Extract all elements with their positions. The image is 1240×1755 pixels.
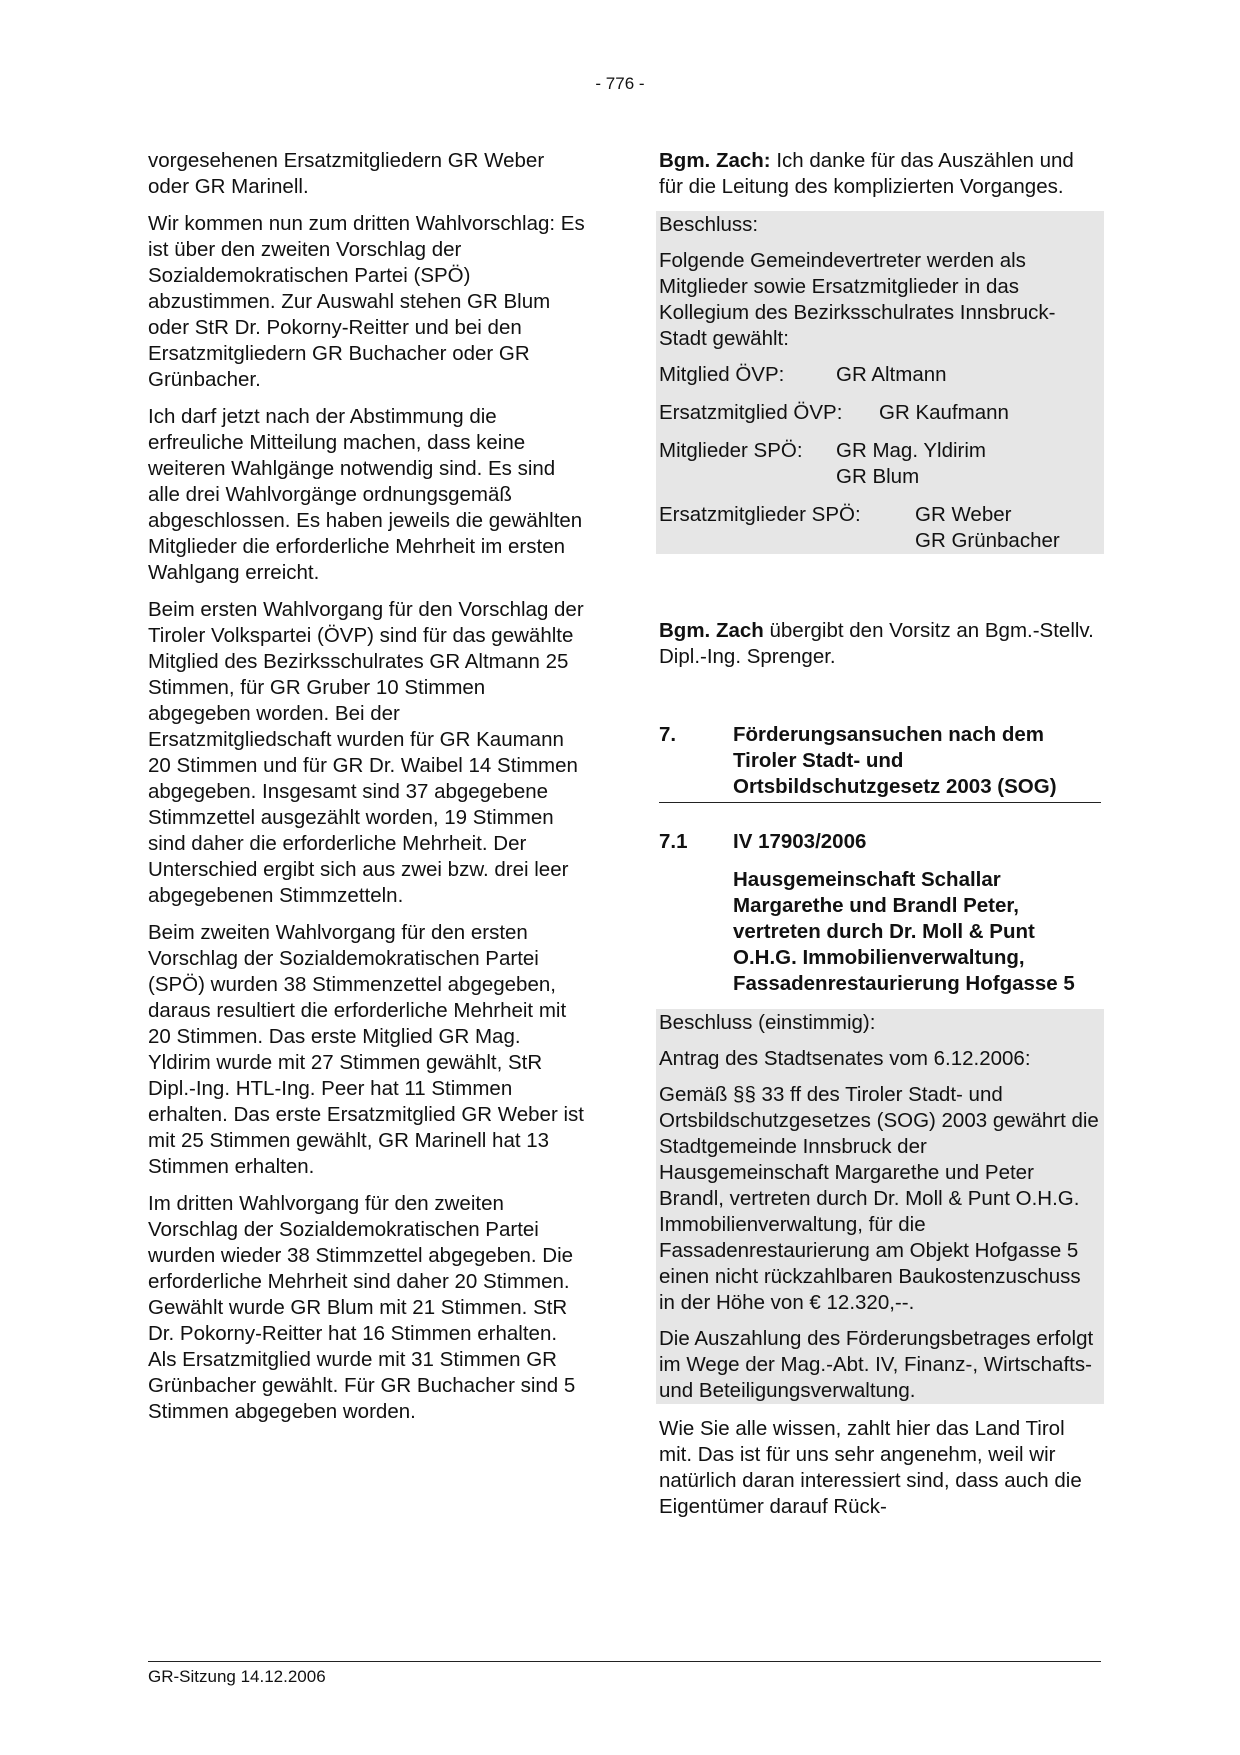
section-title: Förderungsansuchen nach dem Tiroler Stadt- und Ortsbildschutzgesetz 2003 (SOG) — [733, 723, 1057, 798]
footer-text: GR-Sitzung 14.12.2006 — [148, 1667, 326, 1686]
resolution-box — [656, 211, 1104, 554]
member-row — [659, 502, 1101, 554]
resolution-text: Die Auszahlung des Förderungsbetrages erfolgt im Wege der Mag.-Abt. IV, Finanz-, Wirtschafts- und Beteiligungsverwaltung. — [659, 1327, 1094, 1402]
subsection-subtitle: Hausgemeinschaft Schallar Margarethe und Brandl Peter, vertreten durch Dr. Moll & Punt O.H.G. Immobilienverwaltung, Fassadenrestaurierung Hofgasse 5 — [733, 868, 1075, 995]
paragraph: Ich darf jetzt nach der Abstimmung die erfreuliche Mitteilung machen, dass keine weiteren Wahlgänge notwendig sind. Es sind alle drei Wahlvorgänge ordnungsgemäß abgeschlossen. Es haben jeweils die gewählten Mitglieder die erforderliche Mehrheit im ersten Wahlgang erreicht. — [148, 405, 583, 584]
page-number: - 776 - — [595, 74, 645, 93]
member-label: Mitglieder SPÖ: — [659, 439, 803, 462]
member-value: GR Kaufmann — [879, 401, 1009, 424]
member-value: GR Altmann — [836, 363, 947, 386]
paragraph: Beim zweiten Wahlvorgang für den ersten Vorschlag der Sozialdemokratischen Partei (SPÖ) wurden 38 Stimmenzettel abgegeben, daraus resultiert die erforderliche Mehrheit mit 20 Stimmen. Das erste Mitglied GR Mag. Yldirim wurde mit 27 Stimmen gewählt, StR Dipl.-Ing. HTL-Ing. Peer hat 11 Stimmen erhalten. Das erste Ersatzmitglied GR Weber ist mit 25 Stimmen gewählt, GR Marinell hat 13 Stimmen erhalten. — [148, 921, 584, 1178]
member-label: Ersatzmitglieder SPÖ: — [659, 503, 861, 526]
member-value: GR Weber — [915, 503, 1012, 526]
member-row — [659, 438, 1101, 490]
subsection-heading — [659, 829, 1101, 855]
member-value: GR Blum — [836, 465, 920, 488]
resolution-text: Gemäß §§ 33 ff des Tiroler Stadt- und Ortsbildschutzgesetzes (SOG) 2003 gewährt die Stadtgemeinde Innsbruck der Hausgemeinschaft Margarethe und Peter Brandl, vertreten durch Dr. Moll & Punt O.H.G. Immobilienverwaltung, für die Fassadenrestaurierung am Objekt Hofgasse 5 einen nicht rückzahlbaren Baukostenzuschuss in der Höhe von € 12.320,--. — [659, 1083, 1099, 1314]
member-values — [879, 400, 1009, 426]
left-column — [148, 148, 588, 1425]
members-list — [659, 362, 1101, 554]
paragraph: vorgesehenen Ersatzmitgliedern GR Weber oder GR Marinell. — [148, 149, 545, 198]
footer-divider — [148, 1661, 1101, 1662]
right-column — [659, 148, 1101, 1520]
section-heading — [659, 722, 1101, 803]
handover-paragraph — [659, 618, 1101, 670]
resolution-label: Beschluss: — [659, 213, 759, 236]
intro-text: Ich danke für das Auszählen und für die Leitung des komplizierten Vorganges. — [659, 149, 1074, 198]
member-label: Mitglied ÖVP: — [659, 363, 785, 386]
handover-text: übergibt den Vorsitz an Bgm.-Stellv. Dipl.-Ing. Sprenger. — [659, 619, 1094, 668]
paragraph: Im dritten Wahlvorgang für den zweiten Vorschlag der Sozialdemokratischen Partei wurden wieder 38 Stimmzettel abgegeben. Die erforderliche Mehrheit sind daher 20 Stimmen. Gewählt wurde GR Blum mit 21 Stimmen. StR Dr. Pokorny-Reitter hat 16 Stimmen erhalten. Als Ersatzmitglied wurde mit 31 Stimmen GR Grünbacher gewählt. Für GR Buchacher sind 5 Stimmen abgegeben worden. — [148, 1192, 576, 1423]
member-row — [659, 362, 1101, 388]
section-number: 7. — [659, 723, 677, 746]
resolution-text: Folgende Gemeindevertreter werden als Mitglieder sowie Ersatzmitglieder in das Kollegium des Bezirksschulrates Innsbruck-Stadt gewählt: — [659, 249, 1056, 350]
subsection-title: IV 17903/2006 — [733, 830, 867, 853]
member-values — [915, 502, 1060, 554]
subsection-number: 7.1 — [659, 830, 688, 853]
resolution-box — [656, 1009, 1104, 1404]
member-value: GR Mag. Yldirim — [836, 439, 986, 462]
member-label: Ersatzmitglied ÖVP: — [659, 401, 843, 424]
closing-paragraph: Wie Sie alle wissen, zahlt hier das Land Tirol mit. Das ist für uns sehr angenehm, weil wir natürlich daran interessiert sind, dass auch die Eigentümer darauf Rück- — [659, 1417, 1082, 1518]
member-values — [836, 438, 986, 490]
resolution-label: Beschluss (einstimmig): — [659, 1011, 876, 1034]
intro-paragraph — [659, 148, 1101, 200]
speaker-name: Bgm. Zach — [659, 619, 764, 642]
paragraph: Beim ersten Wahlvorgang für den Vorschlag der Tiroler Volkspartei (ÖVP) sind für das gewählte Mitglied des Bezirksschulrates GR Altmann 25 Stimmen, für GR Gruber 10 Stimmen abgegeben worden. Bei der Ersatzmitgliedschaft wurden für GR Kaumann 20 Stimmen und für GR Dr. Waibel 14 Stimmen abgegeben. Insgesamt sind 37 abgegebene Stimmzettel ausgezählt worden, 19 Stimmen sind daher die erforderliche Mehrheit. Der Unterschied ergibt sich aus zwei bzw. drei leer abgegebenen Stimmzetteln. — [148, 598, 584, 907]
paragraph: Wir kommen nun zum dritten Wahlvorschlag: Es ist über den zweiten Vorschlag der Sozialdemokratischen Partei (SPÖ) abzustimmen. Zur Auswahl stehen GR Blum oder StR Dr. Pokorny-Reitter und bei den Ersatzmitgliedern GR Buchacher oder GR Grünbacher. — [148, 212, 585, 391]
speaker-name: Bgm. Zach: — [659, 149, 771, 172]
member-value: GR Grünbacher — [915, 529, 1060, 552]
motion-text: Antrag des Stadtsenates vom 6.12.2006: — [659, 1047, 1031, 1070]
member-row — [659, 400, 1101, 426]
member-values — [836, 362, 947, 388]
